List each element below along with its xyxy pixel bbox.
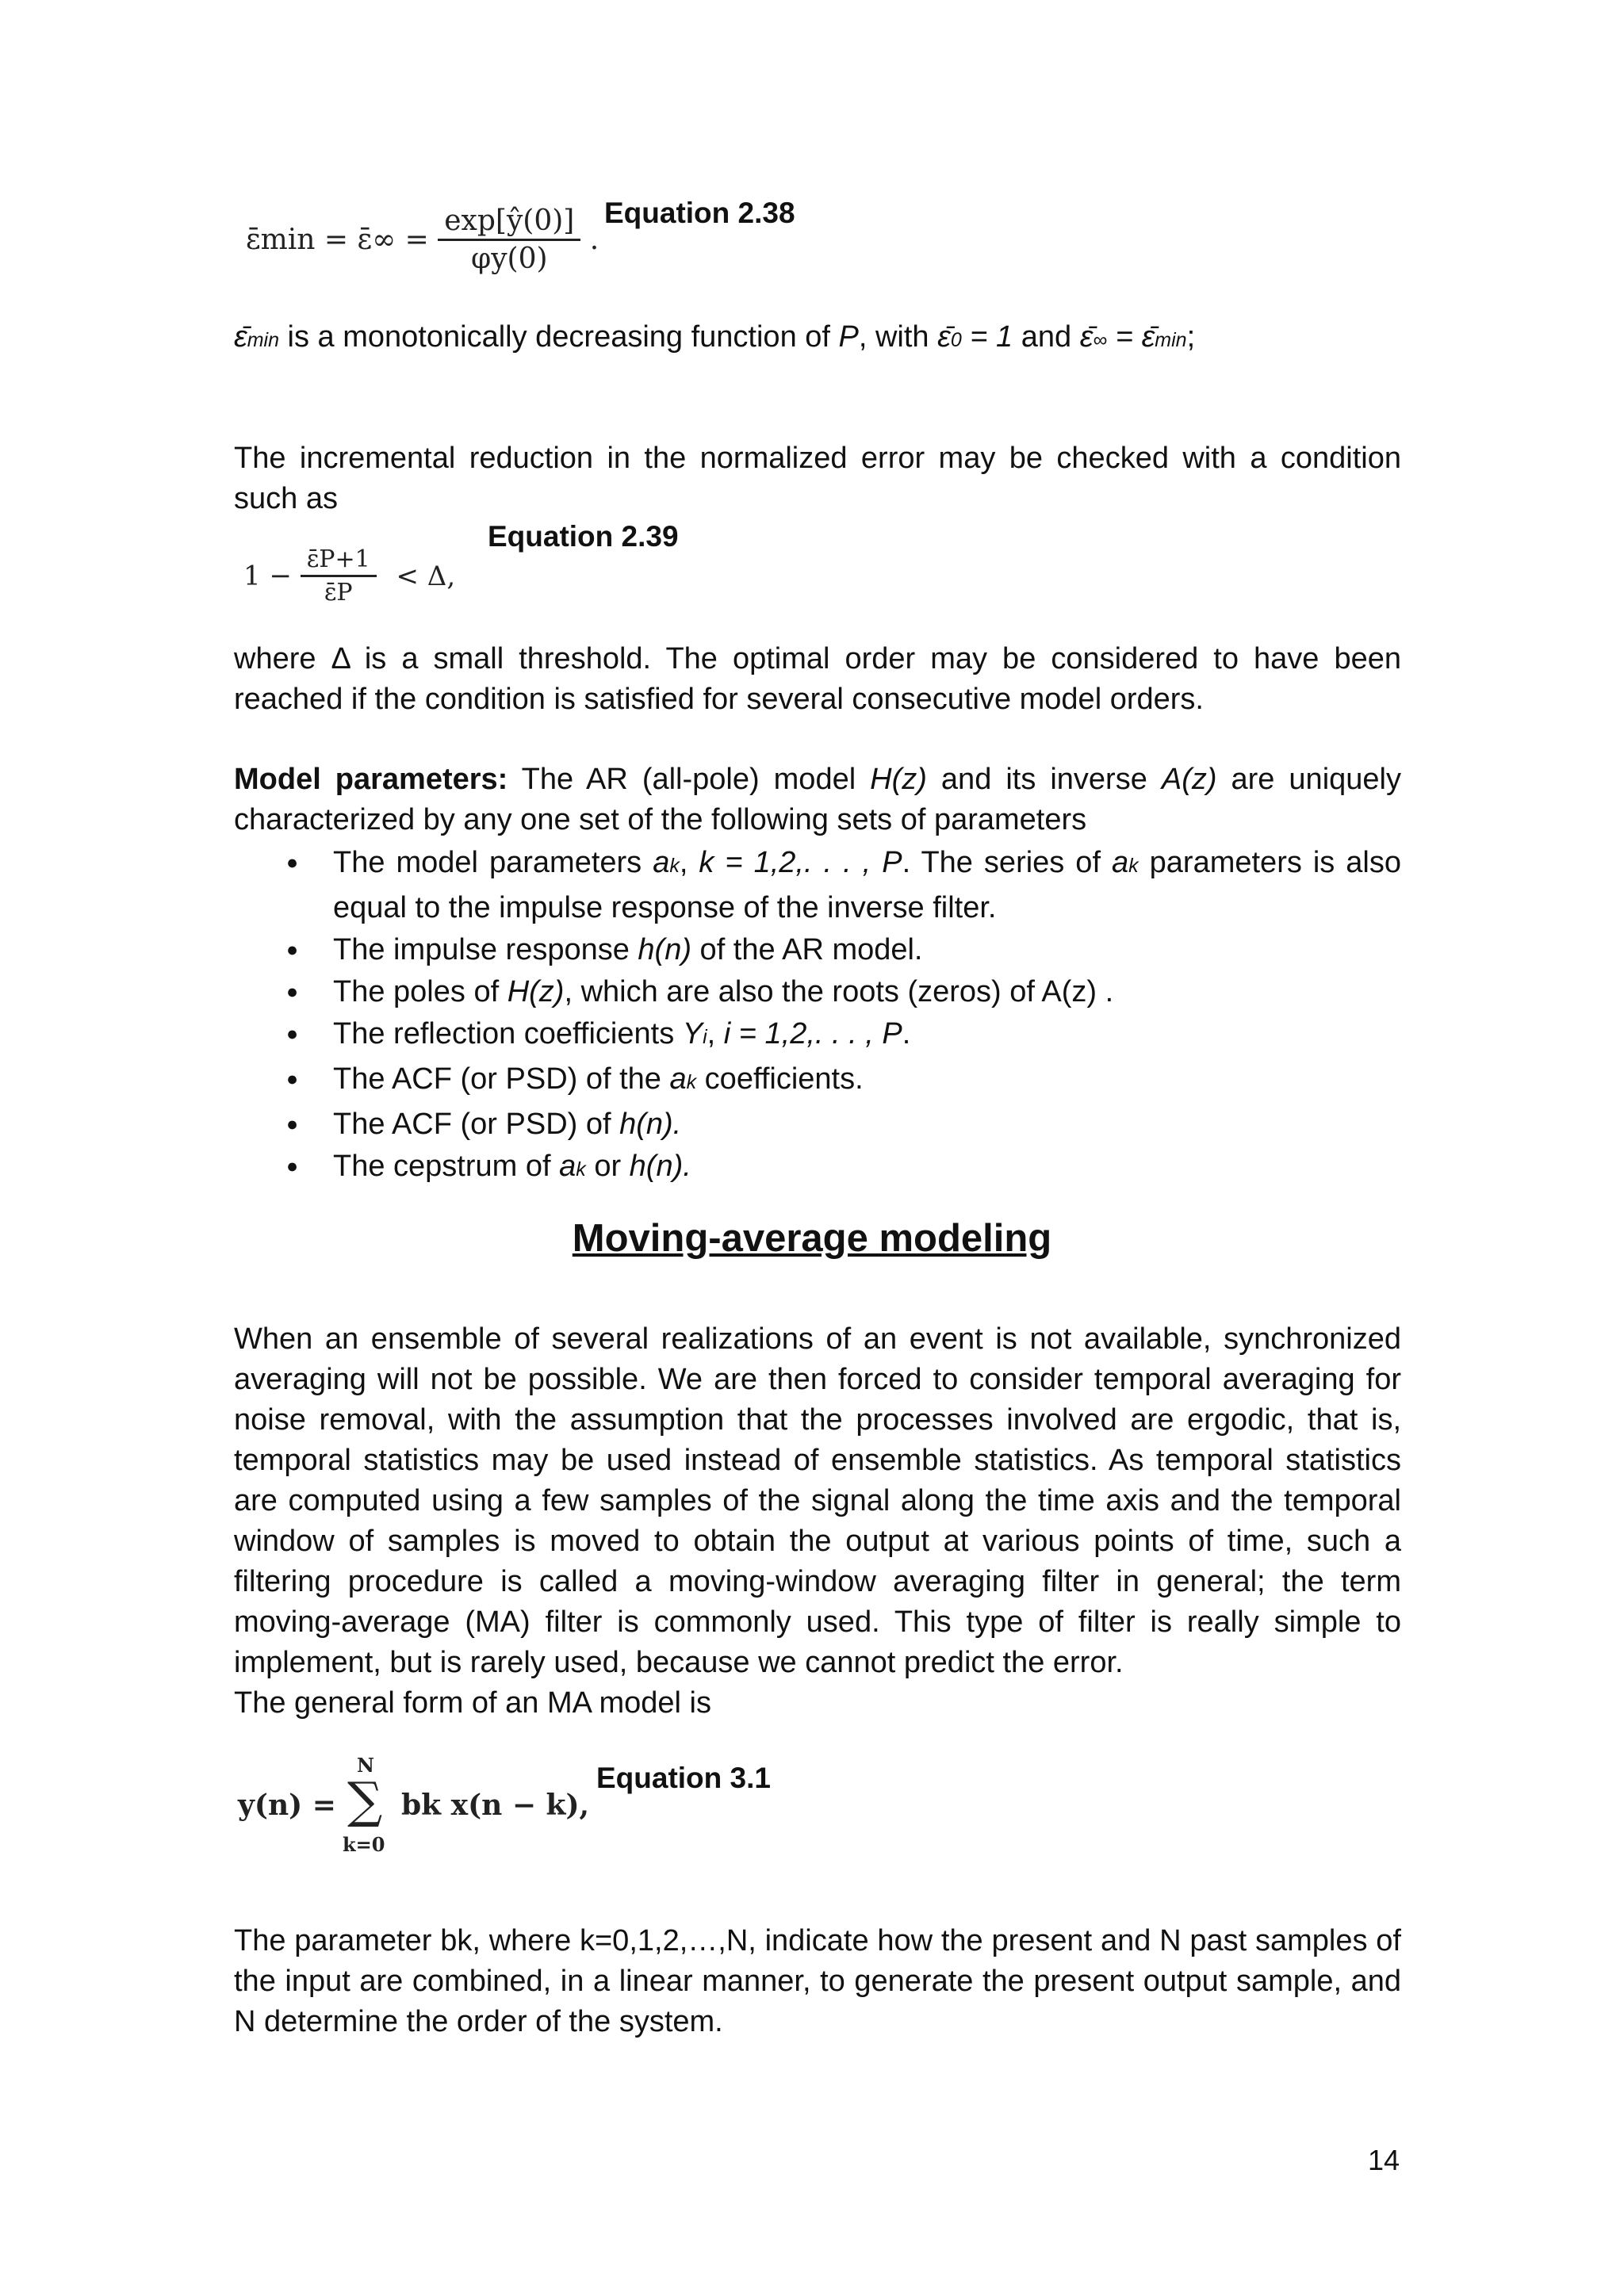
model-parameters-paragraph [234, 760, 1401, 840]
b2-hn: h(n) [638, 933, 691, 966]
page-number: 14 [1368, 2144, 1400, 2176]
einf-equals: = [1107, 320, 1142, 354]
model-parameters-label: Model parameters: [234, 763, 508, 796]
moving-average-paragraph: When an ensemble of several realizations of an event is not available, synchronized averaging will not be possible. We are then forced to consider temporal averaging for noise removal, with the assumption that the processes involved are ergodic, that is, temporal statistics may be used instead of ensemble statistics. As temporal statistics are computed using a few samples of the signal along the time axis and the temporal window of samples is moved to obtain the output at various points of time, such a filtering procedure is called a moving-window averaging filter in general; the term moving-average (MA) filter is commonly used. This type of filter is really simple to implement, but is rarely used, because we cannot predict the error. [234, 1322, 1401, 1679]
incremental-paragraph: The incremental reduction in the normalized error may be checked with a condition such as [234, 442, 1401, 515]
b7-k: k [576, 1158, 586, 1181]
b4-gamma: Υ [682, 1017, 703, 1050]
list-item [234, 1146, 1401, 1191]
equation-2-38-fraction [438, 205, 580, 275]
emin-symbol: ε̄ [234, 320, 247, 354]
b4-i: i [703, 1026, 707, 1048]
e0-subscript: 0 [950, 329, 962, 351]
equation-2-39-label: Equation 2.39 [488, 520, 679, 553]
emin-description [234, 317, 1401, 361]
equation-3-1-upper: N [357, 1754, 374, 1777]
equation-3-1-lhs: y(n) = [238, 1789, 336, 1822]
equation-2-39-numerator: ε̄P+1 [301, 545, 377, 577]
b1-a2: a [1112, 846, 1129, 879]
equation-2-38-label: Equation 2.38 [604, 197, 795, 229]
equation-2-39-lead: 1 − [243, 560, 292, 592]
b3-text-2: , which are also the roots (zeros) of A(z) . [564, 975, 1114, 1008]
emin-subscript: min [247, 329, 279, 351]
b7-text-2: or [585, 1150, 630, 1183]
b6-text-1: The ACF (or PSD) of [333, 1108, 620, 1141]
equation-2-39-fraction [301, 545, 377, 607]
emin-text-3: and [1013, 320, 1080, 354]
emin-text-2: , with [858, 320, 938, 354]
emin-subscript-2: min [1155, 329, 1187, 351]
equation-2-38 [246, 205, 599, 275]
model-parameters-text-2: and its inverse [926, 763, 1162, 796]
equation-2-38-lhs: ε̄min = ε̄∞ = [246, 224, 429, 256]
equation-2-39-denominator: ε̄P [324, 579, 353, 607]
b7-a: a [559, 1150, 576, 1183]
equation-3-1-label: Equation 3.1 [596, 1762, 771, 1794]
list-item [234, 1058, 1401, 1104]
b1-text-4: parameters is also equal to the impulse response of the inverse filter. [333, 846, 1402, 924]
e0-symbol: ε̄ [937, 320, 951, 354]
emin-text-1: is a monotonically decreasing function of [279, 320, 839, 354]
b4-text-1: The reflection coefficients [333, 1017, 683, 1050]
list-item [234, 1013, 1401, 1058]
b1-text-2: , [679, 846, 699, 879]
section-heading: Moving-average modeling [572, 1217, 1052, 1260]
equation-3-1-sum: ∑ [347, 1771, 383, 1829]
list-item [234, 971, 1401, 1013]
b1-k: k [669, 855, 680, 877]
emin-symbol-2: ε̄ [1141, 320, 1155, 354]
b5-text-1: The ACF (or PSD) of the [333, 1062, 670, 1096]
b4-text-3: . [902, 1017, 911, 1050]
equation-2-38-denominator: φy(0) [471, 243, 548, 275]
b1-range: k = 1,2,. . . , P [699, 846, 902, 879]
b1-text-3: . The series of [902, 846, 1113, 879]
general-form-paragraph: The general form of an MA model is [234, 1686, 711, 1720]
bk-paragraph: The parameter bk, where k=0,1,2,…,N, indicate how the present and N past samples of the input are combined, in a linear manner, to generate the present output sample, and N determine the order of the system. [234, 1924, 1401, 2038]
model-parameters-az: A(z) [1161, 763, 1217, 796]
b6-hn: h(n). [619, 1108, 682, 1141]
equation-2-39-tail: < Δ, [396, 560, 456, 592]
b4-text-2: , [707, 1017, 724, 1050]
equation-3-1-lower: k=0 [343, 1833, 385, 1856]
model-parameters-hz: H(z) [870, 763, 927, 796]
model-parameters-text-1: The AR (all-pole) model [508, 763, 871, 796]
equation-2-39 [243, 545, 455, 607]
b3-hz: H(z) [507, 975, 565, 1008]
b7-hn: h(n). [629, 1150, 691, 1183]
b4-range: i = 1,2,. . . , P [723, 1017, 902, 1050]
threshold-paragraph: where Δ is a small threshold. The optimal order may be considered to have been reached if the condition is satisfied for several consecutive model orders. [234, 642, 1401, 716]
einf-subscript: ∞ [1093, 329, 1108, 351]
einf-symbol: ε̄ [1079, 320, 1094, 354]
b1-a: a [653, 846, 670, 879]
equation-2-38-tail: . [589, 224, 599, 256]
equation-3-1-rhs: bk x(n − k), [401, 1789, 590, 1822]
b5-k: k [686, 1071, 697, 1093]
b5-text-2: coefficients. [696, 1062, 864, 1096]
b1-text-1: The model parameters [333, 846, 653, 879]
emin-semicolon: ; [1186, 320, 1196, 354]
e0-equals: = 1 [961, 320, 1013, 354]
b1-k2: k [1128, 855, 1139, 877]
parameter-list [234, 842, 1401, 1191]
b2-text-2: of the AR model. [691, 933, 923, 966]
model-parameters-text-3: are uniquely characterized by any one set of the following sets of parameters [234, 763, 1401, 836]
list-item [234, 929, 1401, 971]
b3-text-1: The poles of [333, 975, 508, 1008]
list-item [234, 842, 1401, 929]
b5-a: a [669, 1062, 687, 1096]
b2-text-1: The impulse response [333, 933, 638, 966]
b7-text-1: The cepstrum of [333, 1150, 560, 1183]
list-item [234, 1104, 1401, 1146]
equation-2-38-numerator: exp[ŷ(0)] [438, 205, 580, 241]
emin-p: P [838, 320, 859, 354]
equation-3-1 [238, 1754, 590, 1861]
